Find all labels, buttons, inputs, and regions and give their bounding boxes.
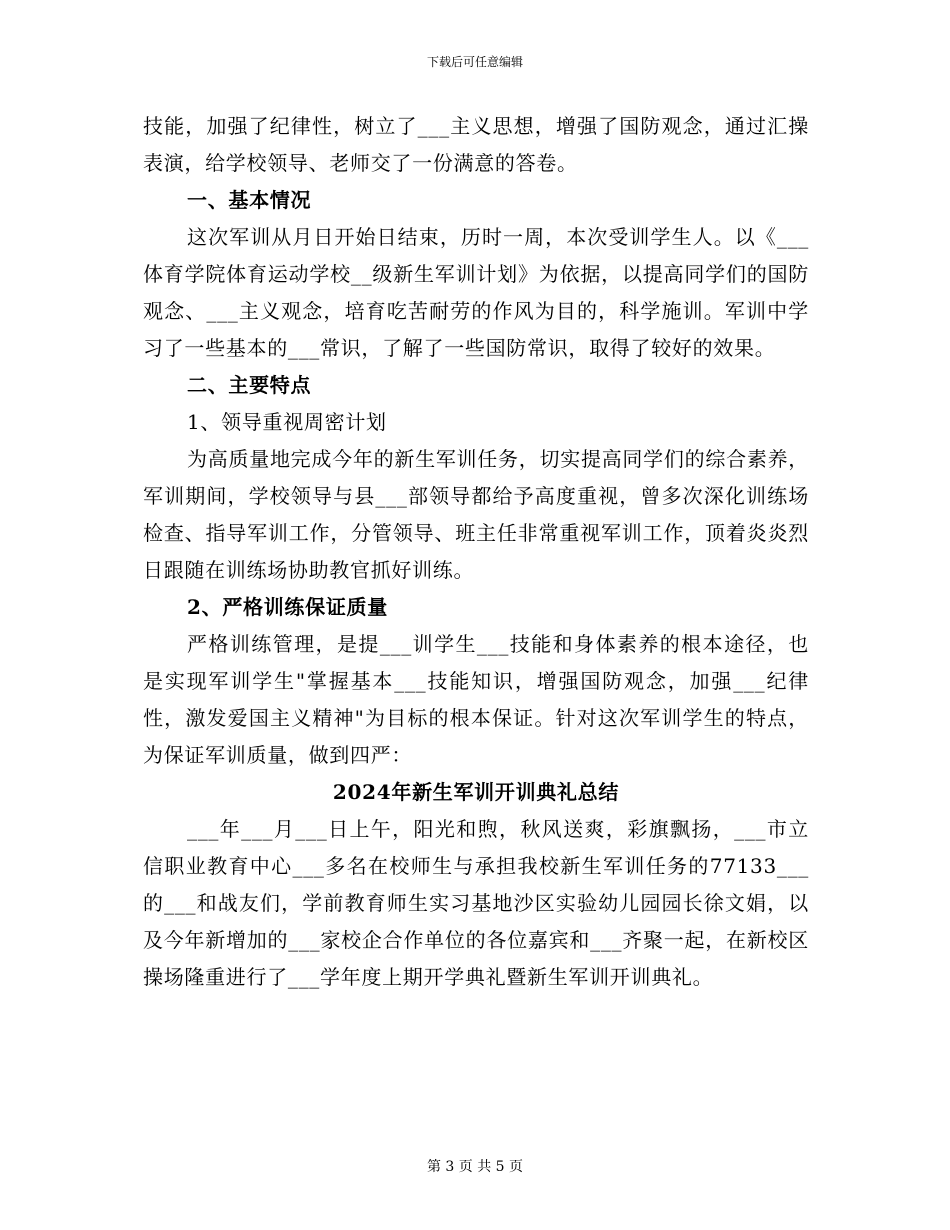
section-heading-features: 二、主要特点 — [187, 373, 312, 397]
subheading-training: 2、严格训练保证质量 — [187, 595, 388, 619]
paragraph-continuation: 技能，加强了纪律性，树立了___主义思想，增强了国防观念，通过汇操表演，给学校领导、老师交了一份满意的答卷。 — [143, 114, 809, 175]
document-title: 2024年新生军训开训典礼总结 — [332, 780, 620, 804]
document-body — [143, 108, 809, 996]
paragraph-leadership: 为高质量地完成今年的新生军训任务，切实提高同学们的综合素养，军训期间，学校领导与县___部领导都给予高度重视，曾多次深化训练场检查、指导军训工作，分管领导、班主任非常重视军训工作，顶着炎炎烈日跟随在训练场协助教官抓好训练。 — [143, 447, 809, 582]
section-heading-basic: 一、基本情况 — [187, 188, 312, 212]
paragraph-basic-info: 这次军训从月日开始日结束，历时一周，本次受训学生人。以《___体育学院体育运动学校__级新生军训计划》为依据，以提高同学们的国防观念、___主义观念，培育吃苦耐劳的作风为目的，科学施训。军训中学习了一些基本的___常识，了解了一些国防常识，取得了较好的效果。 — [143, 225, 809, 360]
paragraph-ceremony: ___年___月___日上午，阳光和煦，秋风送爽，彩旗飘扬，___市立信职业教育中心___多名在校师生与承担我校新生军训任务的77133___的___和战友们，学前教育师生实习基地沙区实验幼儿园园长徐文娟，以及今年新增加的___家校企合作单位的各位嘉宾和___齐聚一起，在新校区操场隆重进行了___学年度上期开学典礼暨新生军训开训典礼。 — [143, 817, 809, 989]
page-footer: 第 3 页 共 5 页 — [426, 1159, 524, 1175]
page-header: 下载后可任意编辑 — [426, 55, 523, 69]
paragraph-training: 严格训练管理，是提___训学生___技能和身体素养的根本途径，也是实现军训学生"掌握基本___技能知识，增强国防观念，加强___纪律性，激发爱国主义精神"为目标的根本保证。针对这次军训学生的特点，为保证军训质量，做到四严： — [143, 632, 809, 767]
subheading-leadership: 1、领导重视周密计划 — [187, 410, 387, 434]
